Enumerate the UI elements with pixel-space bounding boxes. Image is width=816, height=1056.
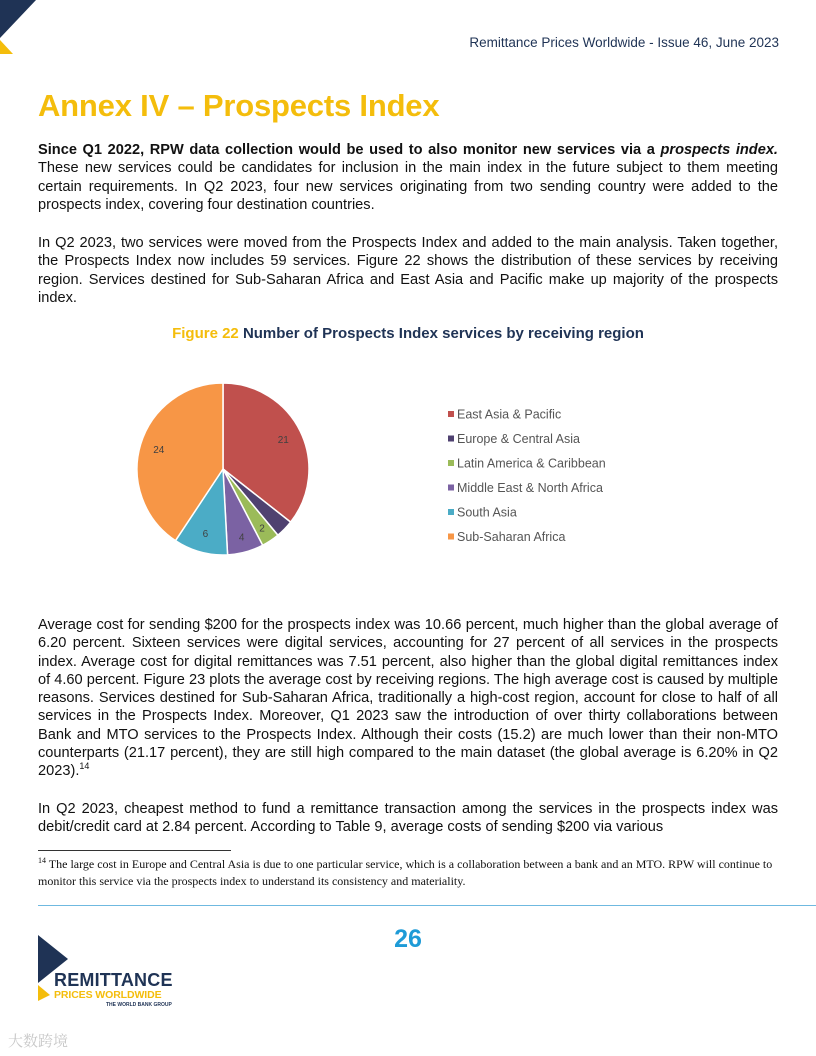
legend-label: Latin America & Caribbean	[457, 456, 606, 471]
pie-data-label: 6	[202, 529, 209, 541]
legend-label: Sub-Saharan Africa	[457, 530, 566, 544]
legend-swatch	[448, 509, 454, 515]
pie-data-label: 24	[153, 445, 165, 457]
legend-label: South Asia	[457, 505, 517, 520]
figure-number: Figure 22	[172, 325, 239, 342]
legend-label: Europe & Central Asia	[457, 432, 580, 446]
legend-label: East Asia & Pacific	[457, 407, 562, 422]
legend-swatch	[448, 534, 454, 540]
footer-divider	[38, 905, 816, 906]
running-header: Remittance Prices Worldwide - Issue 46, June 2023	[469, 35, 779, 50]
legend-label: Middle East & North Africa	[457, 481, 603, 495]
pie-data-label: 4	[238, 532, 245, 544]
legend-swatch	[448, 411, 454, 417]
brand-logo	[38, 935, 178, 1010]
page-number: 26	[394, 925, 422, 953]
footnote-text: The large cost in Europe and Central Asia is due to one particular service, which is a collaboration between a bank and an MTO. RPW will continue to monitor this service via the prospects index to understand its consistency and materiality.	[38, 857, 773, 888]
paragraph-intro	[38, 141, 778, 214]
watermark: 大数跨境	[8, 1033, 69, 1050]
paragraph-average-cost-text: Average cost for sending $200 for the prospects index was 10.66 percent, much higher than the global average of 6.20 percent. Sixteen services were digital services, accounting for 27 percent of all services in the prospects index. Average cost for digital remittances was 7.51 percent, also higher than the global digital remittances index of 4.60 percent. Figure 23 plots the average cost by receiving regions. The high average cost is caused by multiple reasons. Services destined for Sub-Saharan Africa, traditionally a high-cost region, account for close to half of all services in the Prospects Index. Moreover, Q1 2023 saw the introduction of over thirty collaborations between Bank and MTO services to the Prospects Index. Although their costs (15.2) are much lower than their non-MTO counterparts (21.17 percent), they are still high compared to the main dataset (the global average is 6.20% in Q2 2023).	[38, 617, 778, 780]
footnote-divider	[38, 850, 231, 851]
corner-logo-icon	[0, 0, 40, 60]
footnote	[38, 856, 778, 890]
figure-caption	[0, 325, 816, 342]
prospects-pie-chart	[110, 365, 670, 575]
page-title: Annex IV – Prospects Index	[38, 88, 440, 123]
paragraph-intro-rest: These new services could be candidates for inclusion in the main index in the future subject to them meeting certain requirements. In Q2 2023, four new services originating from two sending country were added to the prospects index, covering four destination countries.	[38, 160, 778, 213]
figure-title: Number of Prospects Index services by receiving region	[242, 325, 644, 342]
pie-data-label: 21	[277, 435, 289, 447]
paragraph-intro-lead: Since Q1 2022, RPW data collection would be used to also monitor new services via a	[38, 142, 661, 158]
paragraph-intro-emphasis: prospects index.	[660, 142, 778, 158]
pie-data-label: 2	[259, 523, 265, 535]
legend-swatch	[448, 436, 454, 442]
brand-name: REMITTANCE	[54, 970, 173, 990]
brand-org: THE WORLD BANK GROUP	[106, 1002, 172, 1008]
legend-swatch	[448, 460, 454, 466]
paragraph-q2-update: In Q2 2023, two services were moved from the Prospects Index and added to the main analysis. Taken together, the Prospects Index now includes 59 services. Figure 22 shows the distribution of these services by receiving region. Services destined for Sub-Saharan Africa and East Asia and Pacific make up majority of the prospects index.	[38, 235, 778, 306]
paragraph-average-cost	[38, 616, 778, 781]
paragraph-funding-method: In Q2 2023, cheapest method to fund a remittance transaction among the services in the prospects index was debit/credit card at 2.84 percent. According to Table 9, average costs of sending $200 via various	[38, 801, 778, 836]
legend-swatch	[448, 485, 454, 491]
footnote-reference: 14	[79, 761, 90, 772]
footnote-number: 14	[38, 856, 46, 865]
brand-tagline: PRICES WORLDWIDE	[54, 989, 162, 1001]
